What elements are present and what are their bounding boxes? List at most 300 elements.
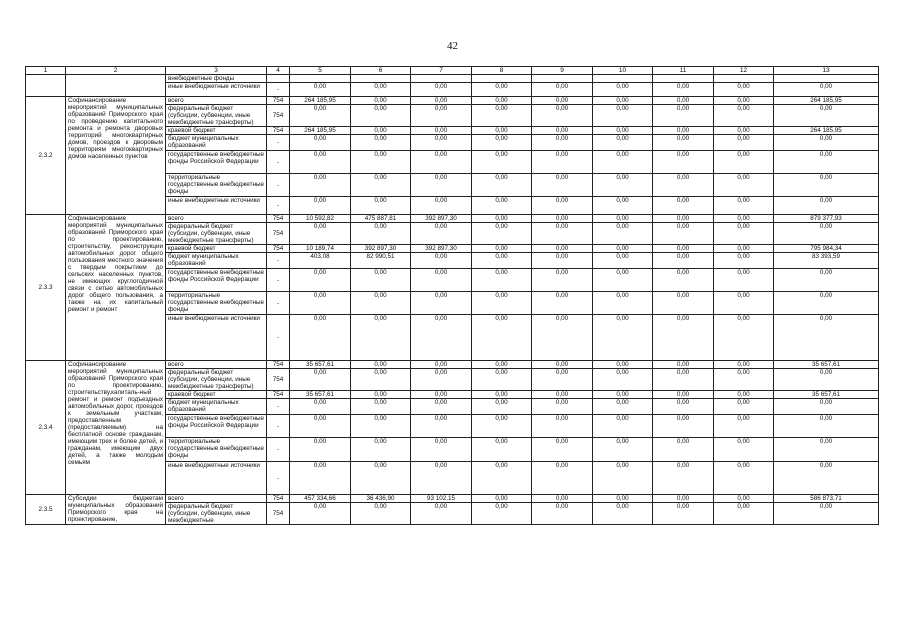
amount-cell: 0,00: [774, 151, 879, 174]
cell-value: [593, 75, 653, 83]
budget-code: -: [267, 415, 290, 438]
amount-cell: 83 393,59: [774, 253, 879, 269]
amount-cell: 0,00: [290, 438, 351, 462]
amount-cell: 0,00: [411, 391, 472, 399]
budget-code: 754: [267, 97, 290, 105]
funding-source: территориальные государственные внебюджетные фонды: [166, 438, 267, 462]
cell-value: 0,00: [714, 83, 774, 97]
amount-cell: 0,00: [532, 127, 593, 135]
amount-cell: 0,00: [593, 197, 653, 215]
amount-cell: 0,00: [714, 174, 774, 197]
page-number: 42: [447, 40, 458, 52]
amount-cell: 0,00: [593, 135, 653, 151]
funding-source: всего: [166, 97, 267, 105]
amount-cell: 0,00: [714, 97, 774, 105]
column-header: 11: [653, 67, 714, 75]
funding-source: территориальные государственные внебюджетные фонды: [166, 174, 267, 197]
amount-cell: 0,00: [714, 391, 774, 399]
amount-cell: 0,00: [532, 369, 593, 391]
funding-source: государственные внебюджетные фонды Российской Федерации: [166, 151, 267, 174]
amount-cell: 0,00: [411, 438, 472, 462]
amount-cell: 0,00: [290, 292, 351, 315]
table-row: [26, 97, 879, 105]
amount-cell: 0,00: [774, 369, 879, 391]
budget-code: -: [267, 315, 290, 361]
amount-cell: 0,00: [351, 399, 411, 415]
cell-value: 0,00: [290, 83, 351, 97]
amount-cell: 0,00: [290, 223, 351, 245]
amount-cell: 0,00: [351, 135, 411, 151]
amount-cell: 0,00: [532, 292, 593, 315]
amount-cell: 0,00: [774, 269, 879, 292]
amount-cell: 0,00: [532, 253, 593, 269]
item-description: Софинансирование мероприятий муниципальных образований Приморского края по проектированию, строительству,капиталь-ный ремонт и ремонт подъездных автомобильных дорог, проездов к земельным участкам, предоставленным (предоставляемым) на бесплатной основе гражданам, имеющим трех и более детей, и гражданам, имеющим двух детей, а также молодым семьям: [66, 361, 166, 495]
amount-cell: 35 657,61: [290, 361, 351, 369]
amount-cell: 0,00: [411, 253, 472, 269]
amount-cell: 264 185,95: [774, 97, 879, 105]
cell-value: [290, 75, 351, 83]
amount-cell: 0,00: [411, 174, 472, 197]
amount-cell: 0,00: [472, 105, 532, 127]
amount-cell: 0,00: [290, 503, 351, 525]
amount-cell: 0,00: [351, 462, 411, 495]
amount-cell: 0,00: [351, 151, 411, 174]
amount-cell: 10 189,74: [290, 245, 351, 253]
amount-cell: 0,00: [653, 503, 714, 525]
amount-cell: 264 185,95: [774, 127, 879, 135]
amount-cell: 0,00: [290, 462, 351, 495]
funding-source: федеральный бюджет (субсидии, субвенции, иные межбюджетные трансферты): [166, 369, 267, 391]
funding-source: федеральный бюджет (субсидии, субвенции, иные межбюджетные трансферты): [166, 105, 267, 127]
amount-cell: 0,00: [774, 503, 879, 525]
amount-cell: 0,00: [351, 105, 411, 127]
amount-cell: 0,00: [593, 292, 653, 315]
budget-code: -: [267, 135, 290, 151]
amount-cell: 0,00: [290, 369, 351, 391]
amount-cell: 403,08: [290, 253, 351, 269]
amount-cell: 392 897,30: [351, 245, 411, 253]
column-header: 12: [714, 67, 774, 75]
amount-cell: 0,00: [593, 503, 653, 525]
amount-cell: 0,00: [714, 253, 774, 269]
table-row: [26, 75, 879, 83]
funding-source: государственные внебюджетные фонды Российской Федерации: [166, 269, 267, 292]
cell-source: внебюджетные фонды: [166, 75, 267, 83]
amount-cell: 0,00: [472, 269, 532, 292]
amount-cell: 0,00: [774, 105, 879, 127]
cell-value: 0,00: [653, 83, 714, 97]
amount-cell: 0,00: [653, 151, 714, 174]
budget-code: 754: [267, 503, 290, 525]
amount-cell: 0,00: [351, 369, 411, 391]
amount-cell: 35 657,61: [290, 391, 351, 399]
amount-cell: 0,00: [532, 503, 593, 525]
amount-cell: 0,00: [472, 399, 532, 415]
amount-cell: 0,00: [290, 197, 351, 215]
amount-cell: 0,00: [411, 315, 472, 361]
amount-cell: 0,00: [472, 174, 532, 197]
amount-cell: 0,00: [653, 369, 714, 391]
amount-cell: 0,00: [593, 127, 653, 135]
column-header: 9: [532, 67, 593, 75]
cell-value: 0,00: [532, 83, 593, 97]
budget-code: 754: [267, 369, 290, 391]
amount-cell: 0,00: [774, 197, 879, 215]
funding-table: [25, 66, 879, 525]
amount-cell: 795 984,34: [774, 245, 879, 253]
cell-source: иные внебюджетные источники: [166, 83, 267, 97]
amount-cell: 0,00: [532, 495, 593, 503]
amount-cell: 264 185,95: [290, 127, 351, 135]
funding-source: всего: [166, 361, 267, 369]
amount-cell: 0,00: [411, 369, 472, 391]
amount-cell: 0,00: [653, 105, 714, 127]
amount-cell: 0,00: [653, 197, 714, 215]
amount-cell: 0,00: [351, 415, 411, 438]
funding-source: иные внебюджетные источники: [166, 462, 267, 495]
funding-source: иные внебюджетные источники: [166, 197, 267, 215]
cell-value: [472, 75, 532, 83]
amount-cell: 0,00: [774, 292, 879, 315]
cell-num: [26, 75, 66, 97]
amount-cell: 0,00: [653, 315, 714, 361]
item-number: 2.3.2: [26, 97, 66, 215]
amount-cell: 0,00: [593, 245, 653, 253]
amount-cell: 0,00: [472, 197, 532, 215]
amount-cell: 0,00: [411, 105, 472, 127]
amount-cell: 0,00: [472, 415, 532, 438]
amount-cell: 0,00: [411, 292, 472, 315]
amount-cell: 0,00: [472, 223, 532, 245]
amount-cell: 0,00: [472, 127, 532, 135]
funding-source: государственные внебюджетные фонды Российской Федерации: [166, 415, 267, 438]
amount-cell: 0,00: [653, 127, 714, 135]
amount-cell: 0,00: [290, 415, 351, 438]
amount-cell: 0,00: [653, 399, 714, 415]
amount-cell: 93 102,15: [411, 495, 472, 503]
table-row: [26, 215, 879, 223]
amount-cell: 0,00: [593, 174, 653, 197]
amount-cell: 0,00: [653, 361, 714, 369]
amount-cell: 0,00: [714, 215, 774, 223]
budget-code: 754: [267, 127, 290, 135]
budget-code: 754: [267, 223, 290, 245]
column-header: 3: [166, 67, 267, 75]
amount-cell: 0,00: [411, 462, 472, 495]
funding-source: бюджет муниципальных образований: [166, 135, 267, 151]
amount-cell: 0,00: [714, 127, 774, 135]
amount-cell: 0,00: [532, 415, 593, 438]
amount-cell: 0,00: [653, 245, 714, 253]
budget-code: -: [267, 399, 290, 415]
column-header: 7: [411, 67, 472, 75]
amount-cell: 0,00: [593, 415, 653, 438]
amount-cell: 0,00: [472, 495, 532, 503]
amount-cell: 0,00: [774, 462, 879, 495]
amount-cell: 35 657,61: [774, 361, 879, 369]
amount-cell: 0,00: [351, 97, 411, 105]
amount-cell: 0,00: [653, 462, 714, 495]
budget-code: -: [267, 174, 290, 197]
column-header: 5: [290, 67, 351, 75]
amount-cell: 0,00: [472, 391, 532, 399]
amount-cell: 0,00: [290, 399, 351, 415]
amount-cell: 0,00: [472, 245, 532, 253]
budget-code: -: [267, 197, 290, 215]
amount-cell: 0,00: [653, 292, 714, 315]
amount-cell: 10 592,82: [290, 215, 351, 223]
column-header: 8: [472, 67, 532, 75]
amount-cell: 0,00: [714, 292, 774, 315]
amount-cell: 0,00: [532, 197, 593, 215]
amount-cell: 0,00: [351, 127, 411, 135]
amount-cell: 82 990,51: [351, 253, 411, 269]
amount-cell: 0,00: [593, 315, 653, 361]
budget-code: -: [267, 269, 290, 292]
amount-cell: 0,00: [653, 438, 714, 462]
amount-cell: 0,00: [411, 415, 472, 438]
funding-source: краевой бюджет: [166, 127, 267, 135]
amount-cell: 0,00: [351, 197, 411, 215]
amount-cell: 0,00: [411, 151, 472, 174]
amount-cell: 475 887,81: [351, 215, 411, 223]
cell-value: 0,00: [774, 83, 879, 97]
budget-code: 754: [267, 215, 290, 223]
amount-cell: 0,00: [411, 223, 472, 245]
cell-value: [653, 75, 714, 83]
funding-source: бюджет муниципальных образований: [166, 399, 267, 415]
amount-cell: 0,00: [411, 97, 472, 105]
cell-value: 0,00: [351, 83, 411, 97]
amount-cell: 0,00: [653, 269, 714, 292]
amount-cell: 0,00: [714, 269, 774, 292]
amount-cell: 0,00: [593, 399, 653, 415]
amount-cell: 0,00: [472, 361, 532, 369]
table-row: [26, 495, 879, 503]
funding-source: федеральный бюджет (субсидии, субвенции, иные межбюджетные: [166, 503, 267, 525]
amount-cell: 0,00: [411, 269, 472, 292]
amount-cell: 36 436,90: [351, 495, 411, 503]
amount-cell: 0,00: [351, 361, 411, 369]
amount-cell: 0,00: [532, 97, 593, 105]
amount-cell: 0,00: [532, 361, 593, 369]
amount-cell: 0,00: [411, 127, 472, 135]
budget-code: 754: [267, 105, 290, 127]
table-header-row: [26, 67, 879, 75]
amount-cell: 0,00: [593, 151, 653, 174]
amount-cell: 0,00: [653, 215, 714, 223]
amount-cell: 392 897,30: [411, 245, 472, 253]
funding-source: краевой бюджет: [166, 391, 267, 399]
amount-cell: 0,00: [714, 503, 774, 525]
amount-cell: 0,00: [714, 415, 774, 438]
amount-cell: 392 897,30: [411, 215, 472, 223]
column-header: 10: [593, 67, 653, 75]
item-description: Софинансирование мероприятий муниципальных образований Приморского края по проектированию, строительству, реконструкции автомобильных дорог общего пользования местного значения с твердым покрытием до сельских населенных пунктов, не имеющих круглогодичной связи с сетью автомобильных дорог общего пользования, а также на их капитальный ремонт и ремонт: [66, 215, 166, 361]
funding-source: всего: [166, 495, 267, 503]
amount-cell: 0,00: [593, 105, 653, 127]
amount-cell: 0,00: [411, 399, 472, 415]
amount-cell: 0,00: [532, 269, 593, 292]
amount-cell: 0,00: [714, 495, 774, 503]
amount-cell: 35 657,61: [774, 391, 879, 399]
cell-value: 0,00: [411, 83, 472, 97]
budget-code: -: [267, 438, 290, 462]
amount-cell: 0,00: [714, 105, 774, 127]
amount-cell: 879 377,93: [774, 215, 879, 223]
amount-cell: 0,00: [472, 503, 532, 525]
amount-cell: 0,00: [351, 315, 411, 361]
amount-cell: 0,00: [351, 223, 411, 245]
amount-cell: 0,00: [532, 174, 593, 197]
amount-cell: 0,00: [532, 245, 593, 253]
amount-cell: 0,00: [774, 438, 879, 462]
amount-cell: 0,00: [472, 151, 532, 174]
amount-cell: 586 873,71: [774, 495, 879, 503]
amount-cell: 0,00: [472, 97, 532, 105]
amount-cell: 0,00: [653, 253, 714, 269]
amount-cell: 0,00: [532, 391, 593, 399]
amount-cell: 0,00: [472, 315, 532, 361]
amount-cell: 0,00: [714, 315, 774, 361]
amount-cell: 0,00: [532, 399, 593, 415]
amount-cell: 0,00: [290, 105, 351, 127]
item-number: 2.3.4: [26, 361, 66, 495]
column-header: 2: [66, 67, 166, 75]
amount-cell: 0,00: [290, 269, 351, 292]
amount-cell: 0,00: [714, 135, 774, 151]
amount-cell: 0,00: [593, 253, 653, 269]
amount-cell: 0,00: [774, 315, 879, 361]
budget-code: 754: [267, 391, 290, 399]
amount-cell: 0,00: [714, 399, 774, 415]
amount-cell: 0,00: [290, 315, 351, 361]
amount-cell: 0,00: [593, 369, 653, 391]
amount-cell: 0,00: [714, 223, 774, 245]
amount-cell: 0,00: [774, 174, 879, 197]
amount-cell: 0,00: [774, 415, 879, 438]
amount-cell: 0,00: [532, 135, 593, 151]
amount-cell: 0,00: [472, 135, 532, 151]
amount-cell: 0,00: [593, 269, 653, 292]
table-row: [26, 361, 879, 369]
amount-cell: 0,00: [472, 292, 532, 315]
amount-cell: 0,00: [532, 223, 593, 245]
amount-cell: 0,00: [411, 503, 472, 525]
amount-cell: 0,00: [290, 151, 351, 174]
amount-cell: 0,00: [351, 269, 411, 292]
cell-desc: [66, 75, 166, 97]
cell-value: 0,00: [593, 83, 653, 97]
cell-value: [774, 75, 879, 83]
amount-cell: 0,00: [290, 174, 351, 197]
amount-cell: 0,00: [653, 223, 714, 245]
budget-code: 754: [267, 361, 290, 369]
amount-cell: 0,00: [714, 361, 774, 369]
amount-cell: 0,00: [593, 438, 653, 462]
amount-cell: 0,00: [351, 438, 411, 462]
cell-code: -: [267, 83, 290, 97]
amount-cell: 0,00: [351, 174, 411, 197]
amount-cell: 0,00: [532, 151, 593, 174]
cell-value: [714, 75, 774, 83]
funding-source: территориальные государственные внебюджетные фонды: [166, 292, 267, 315]
funding-source: всего: [166, 215, 267, 223]
amount-cell: 0,00: [593, 223, 653, 245]
amount-cell: 0,00: [472, 369, 532, 391]
cell-code: [267, 75, 290, 83]
budget-code: -: [267, 462, 290, 495]
amount-cell: 0,00: [472, 215, 532, 223]
column-header: 6: [351, 67, 411, 75]
budget-code: -: [267, 292, 290, 315]
column-header: 13: [774, 67, 879, 75]
amount-cell: 0,00: [714, 151, 774, 174]
amount-cell: 0,00: [593, 495, 653, 503]
amount-cell: 0,00: [593, 361, 653, 369]
funding-source: бюджет муниципальных образований: [166, 253, 267, 269]
amount-cell: 0,00: [653, 174, 714, 197]
amount-cell: 0,00: [774, 399, 879, 415]
amount-cell: 0,00: [411, 135, 472, 151]
item-number: 2.3.5: [26, 495, 66, 525]
amount-cell: 0,00: [351, 391, 411, 399]
amount-cell: 0,00: [714, 197, 774, 215]
amount-cell: 0,00: [593, 97, 653, 105]
amount-cell: 0,00: [472, 253, 532, 269]
cell-value: 0,00: [472, 83, 532, 97]
amount-cell: 0,00: [653, 495, 714, 503]
amount-cell: 0,00: [653, 415, 714, 438]
amount-cell: 0,00: [593, 215, 653, 223]
amount-cell: 0,00: [532, 462, 593, 495]
amount-cell: 264 185,95: [290, 97, 351, 105]
amount-cell: 0,00: [532, 105, 593, 127]
amount-cell: 0,00: [714, 369, 774, 391]
amount-cell: 0,00: [532, 215, 593, 223]
amount-cell: 0,00: [411, 361, 472, 369]
amount-cell: 0,00: [472, 438, 532, 462]
amount-cell: 0,00: [593, 391, 653, 399]
budget-code: -: [267, 151, 290, 174]
funding-source: краевой бюджет: [166, 245, 267, 253]
budget-code: -: [267, 253, 290, 269]
amount-cell: 0,00: [714, 438, 774, 462]
cell-value: [411, 75, 472, 83]
column-header: 1: [26, 67, 66, 75]
amount-cell: 0,00: [653, 135, 714, 151]
budget-code: 754: [267, 245, 290, 253]
amount-cell: 0,00: [532, 438, 593, 462]
amount-cell: 0,00: [714, 245, 774, 253]
amount-cell: 0,00: [532, 315, 593, 361]
budget-code: 754: [267, 495, 290, 503]
item-description: Субсидии бюджетам муниципальных образований Приморского края на проектирование,: [66, 495, 166, 525]
item-number: 2.3.3: [26, 215, 66, 361]
amount-cell: 0,00: [653, 391, 714, 399]
amount-cell: 0,00: [411, 197, 472, 215]
amount-cell: 0,00: [774, 223, 879, 245]
amount-cell: 0,00: [774, 135, 879, 151]
funding-source: федеральный бюджет (субсидии, субвенции, иные межбюджетные трансферты): [166, 223, 267, 245]
item-description: Софинансирование мероприятий муниципальных образований Приморского края по проведению капитального ремонта и ремонта дворовых территорий многоквартирных домов, проездов к дворовым территориям многоквартирных домов населенных пунктов: [66, 97, 166, 215]
amount-cell: 0,00: [653, 97, 714, 105]
amount-cell: 0,00: [714, 462, 774, 495]
cell-value: [532, 75, 593, 83]
amount-cell: 0,00: [351, 503, 411, 525]
column-header: 4: [267, 67, 290, 75]
amount-cell: 0,00: [290, 135, 351, 151]
